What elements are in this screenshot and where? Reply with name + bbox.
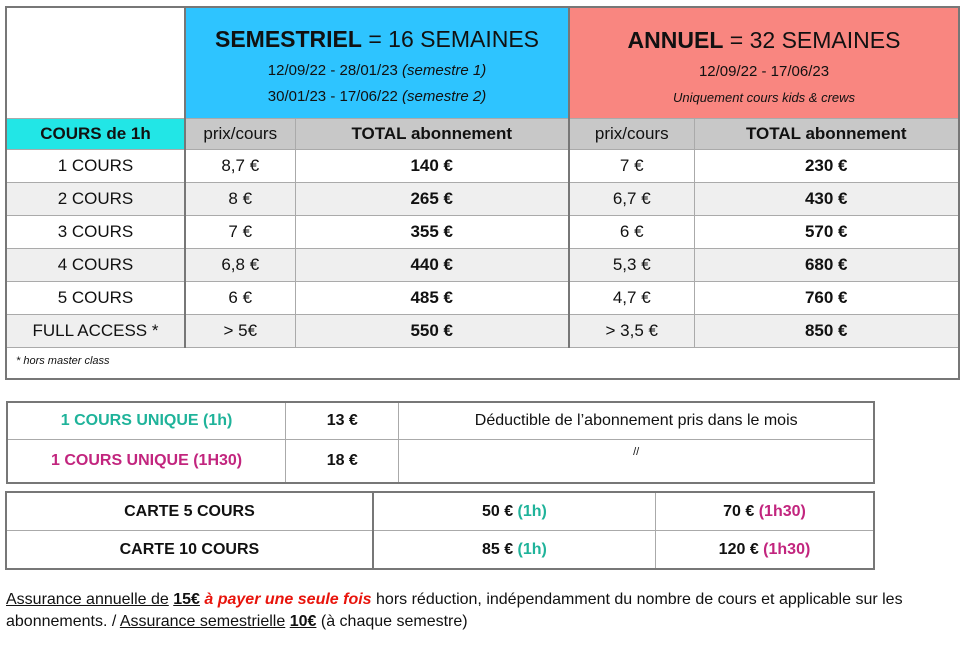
ann-total: 760 € [694, 281, 958, 314]
ann-prix: 6,7 € [569, 182, 694, 215]
single-class-1h30-price: 18 € [286, 440, 399, 484]
annuel-header [569, 8, 958, 118]
card-price-1h30: 120 € (1h30) [718, 540, 811, 558]
semestre1-dates: 12/09/22 - 28/01/23 (semestre 1) [267, 62, 487, 80]
sem-prix: 7 € [185, 215, 295, 248]
corner-cell [7, 8, 185, 118]
table-row [6, 531, 874, 570]
single-class-1h-label: 1 COURS UNIQUE (1h) [7, 402, 286, 440]
annuel-title: ANNUEL = 32 SEMAINES [627, 26, 901, 53]
ann-prix-header: prix/cours [569, 118, 694, 149]
cours-column-header: COURS de 1h [7, 118, 185, 149]
row-label: 1 COURS [7, 149, 185, 182]
card-label: CARTE 5 COURS [6, 492, 373, 531]
table-row [6, 492, 874, 531]
semestriel-header [185, 8, 569, 118]
sem-prix: 6,8 € [185, 248, 295, 281]
ann-total: 680 € [694, 248, 958, 281]
single-class-note: Déductible de l’abonnement pris dans le mois [399, 402, 874, 440]
table-row [7, 182, 958, 215]
card-table [5, 491, 875, 570]
table-row [7, 215, 958, 248]
sem-prix: 6 € [185, 281, 295, 314]
insurance-note: Assurance annuelle de 15€ à payer une seule fois hors réduction, indépendamment du nombre de cours et applicable sur les abonnements. / Assurance semestrielle 10€ (à chaque semestre) [6, 591, 903, 630]
single-class-table [6, 401, 875, 484]
ann-total: 230 € [694, 149, 958, 182]
card-price-1h30: 70 € (1h30) [655, 492, 874, 531]
sem-prix: > 5€ [185, 314, 295, 347]
subscription-table [5, 6, 960, 380]
sem-total: 550 € [295, 314, 569, 347]
sem-total: 265 € [295, 182, 569, 215]
footnote: * hors master class [16, 355, 110, 367]
single-class-1h-price: 13 € [286, 402, 399, 440]
row-label: 5 COURS [7, 281, 185, 314]
semestre2-dates: 30/01/23 - 17/06/22 (semestre 2) [267, 88, 487, 106]
ann-total: 570 € [694, 215, 958, 248]
sem-total-header: TOTAL abonnement [295, 118, 569, 149]
row-label: 2 COURS [7, 182, 185, 215]
annuel-note: Uniquement cours kids & crews [672, 89, 856, 105]
ann-total-header: TOTAL abonnement [694, 118, 958, 149]
table-row [7, 281, 958, 314]
card-label: CARTE 10 COURS [6, 531, 373, 570]
sem-total: 355 € [295, 215, 569, 248]
sem-prix: 8 € [185, 182, 295, 215]
table-row [7, 149, 958, 182]
ann-prix: 4,7 € [569, 281, 694, 314]
row-label: 3 COURS [7, 215, 185, 248]
annuel-dates: 12/09/22 - 17/06/23 [698, 62, 830, 80]
table-row [7, 314, 958, 347]
ann-prix: > 3,5 € [569, 314, 694, 347]
sem-total: 440 € [295, 248, 569, 281]
table-row [7, 248, 958, 281]
single-class-1h30-label: 1 COURS UNIQUE (1H30) [7, 440, 286, 484]
ann-total: 850 € [694, 314, 958, 347]
single-class-note: // [399, 440, 874, 484]
sem-prix: 8,7 € [185, 149, 295, 182]
card-price-1h: 50 € (1h) [373, 492, 656, 531]
sem-total: 485 € [295, 281, 569, 314]
sem-total: 140 € [295, 149, 569, 182]
column-header-row [7, 118, 958, 149]
ann-total: 430 € [694, 182, 958, 215]
ann-prix: 6 € [569, 215, 694, 248]
row-label: FULL ACCESS * [7, 314, 185, 347]
pricing-table [7, 8, 958, 348]
semestriel-title: SEMESTRIEL = 16 SEMAINES [214, 26, 540, 53]
ann-prix: 5,3 € [569, 248, 694, 281]
ann-prix: 7 € [569, 149, 694, 182]
table-row [7, 402, 874, 440]
sem-prix-header: prix/cours [185, 118, 295, 149]
row-label: 4 COURS [7, 248, 185, 281]
card-price-1h: 85 € (1h) [373, 531, 656, 570]
table-row [7, 440, 874, 484]
